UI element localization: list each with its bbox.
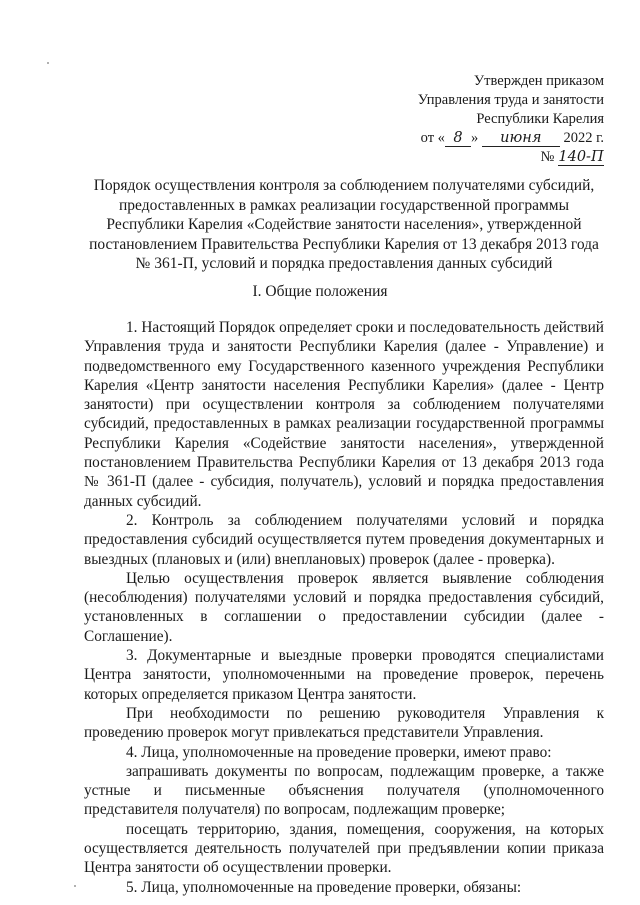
paragraph: При необходимости по решению руководителя Управления к проведению проверок могут привлекаться представители Управления. [84, 704, 604, 742]
paragraph: Целью осуществления проверок является выявление соблюдения (несоблюдения) получателями условий и порядка предоставления субсидий, установленных в соглашении о предоставлении субсидии (далее - Соглашение). [84, 569, 604, 645]
approval-block [344, 72, 604, 167]
date-month: июня [482, 131, 560, 147]
paragraph: 4. Лица, уполномоченные на проведение проверки, имеют право: [126, 743, 552, 761]
approval-date [344, 129, 604, 148]
approval-line-3: Республики Карелия [476, 111, 604, 127]
number-value: 140-П [558, 149, 604, 165]
paragraph: запрашивать документы по вопросам, подлежащим проверке, а также устные и письменные объяснения получателя (уполномоченного представителя получателя) по вопросам, подлежащим проверке; [84, 762, 604, 819]
paragraph: 2. Контроль за соблюдением получателями условий и порядка предоставления субсидий осуществляется путем проведения документарных и выездных (плановых и (или) внеплановых) проверок (далее - проверка). [84, 511, 604, 568]
paragraph: посещать территорию, здания, помещения, сооружения, на которых осуществляется деятельность получателей при предъявлении копии приказа Центра занятости об осуществлении проверки. [84, 820, 604, 877]
date-prefix: от « [420, 130, 445, 146]
paragraph: 3. Документарные и выездные проверки проводятся специалистами Центра занятости, уполномоченными на проведение проверок, перечень которых определяется приказом Центра занятости. [84, 647, 604, 703]
date-year: 2022 г. [563, 130, 604, 146]
approval-line-2: Управления труда и занятости [417, 92, 604, 108]
paragraph: 5. Лица, уполномоченные на проведение проверки, обязаны: [126, 878, 522, 896]
section-heading: I. Общие положения [252, 283, 388, 300]
scan-speck [47, 62, 49, 64]
approval-line-1: Утвержден приказом [473, 73, 604, 89]
date-day: 8 [445, 131, 471, 147]
date-mid: » [470, 130, 479, 146]
number-prefix: № [540, 149, 555, 165]
document-title: Порядок осуществления контроля за соблюдением получателями субсидий, предоставленных в рамках реализации государственной программы Республики Карелия «Содействие занятости населения», утвержденной постановлением Правительства Республики Карелия от 13 декабря 2013 года № 361-П, условий и порядка предоставления данных субсидий [89, 177, 599, 272]
paragraph: 1. Настоящий Порядок определяет сроки и последовательность действий Управления труда и занятости Республики Карелия (далее - Управление) и подведомственного ему Государственного казенного учреждения Республики Карелия «Центр занятости населения Республики Карелия» (далее - Центр занятости) при осуществлении контроля за соблюдением получателями субсидий, предоставленных в рамках реализации государственной программы Республики Карелия «Содействие занятости населения», утвержденной постановлением Правительства Республики Карелия от 13 декабря 2013 года № 361-П (далее - субсидия, получатель), условий и порядка предоставления данных субсидий. [84, 319, 604, 510]
scan-speck [74, 885, 76, 887]
document-body [84, 318, 604, 897]
approval-number [344, 148, 604, 167]
